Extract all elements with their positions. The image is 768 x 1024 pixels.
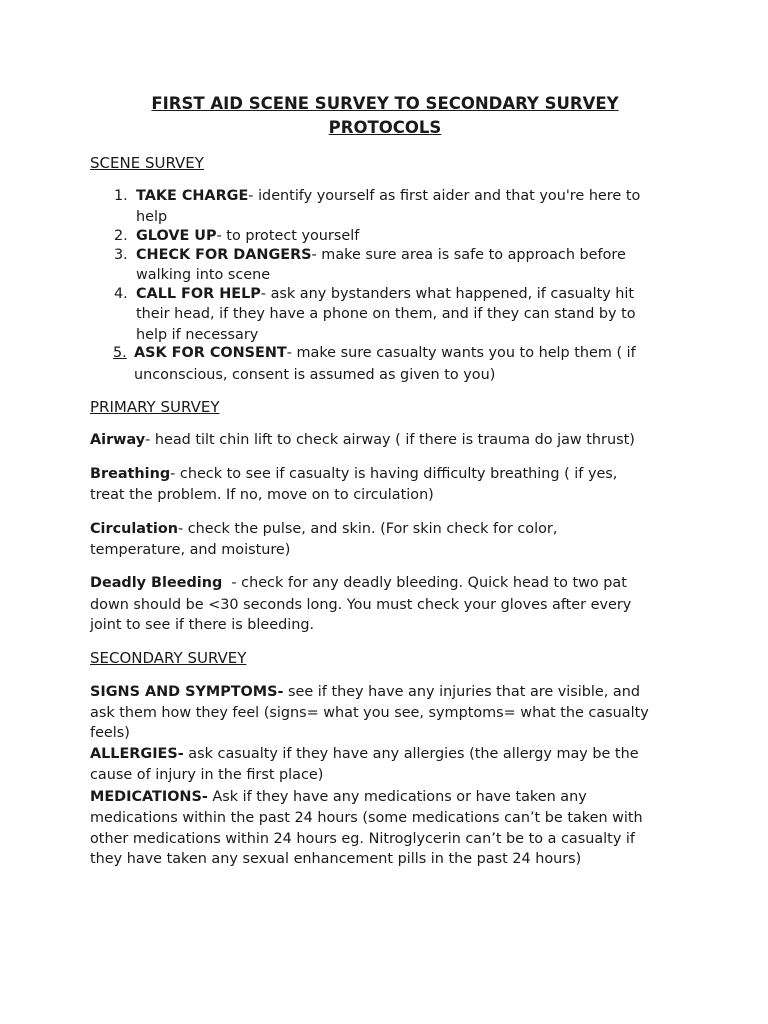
list-item-text: - make sure casualty wants you to help them ( if	[286, 345, 636, 361]
deadly-bleeding-text: - check for any deadly bleeding. Quick head to two pat	[222, 575, 627, 591]
list-item-number: 4.	[114, 286, 128, 302]
medications-continuation: they have taken any sexual enhancement pills in the past 24 hours)	[90, 851, 582, 867]
allergies-paragraph	[90, 744, 690, 765]
deadly-bleeding-continuation: joint to see if there is bleeding.	[90, 617, 315, 633]
circulation-paragraph	[90, 519, 690, 540]
list-item-number: 5.	[113, 345, 127, 361]
list-item-continuation: their head, if they have a phone on them, and if they can stand by to	[136, 306, 636, 322]
secondary-survey-heading: SECONDARY SURVEY	[90, 649, 247, 667]
airway-label: Airway	[90, 432, 146, 448]
document-title-line-2: PROTOCOLS	[328, 118, 442, 137]
signs-symptoms-continuation: feels)	[90, 725, 130, 741]
deadly-bleeding-label: Deadly Bleeding	[90, 575, 223, 591]
allergies-continuation: cause of injury in the first place)	[90, 767, 324, 783]
breathing-paragraph	[90, 464, 690, 485]
deadly-bleeding-continuation: down should be <30 seconds long. You must check your gloves after every	[90, 597, 632, 613]
list-item-number: 1.	[114, 188, 128, 204]
document-title-line-1: FIRST AID SCENE SURVEY TO SECONDARY SURVEY	[151, 94, 619, 113]
list-item-text: - ask any bystanders what happened, if casualty hit	[260, 286, 635, 302]
breathing-text: - check to see if casualty is having difficulty breathing ( if yes,	[170, 466, 618, 482]
list-item-label: CHECK FOR DANGERS	[136, 247, 312, 263]
list-item-label: GLOVE UP	[136, 228, 217, 244]
medications-label: MEDICATIONS-	[90, 789, 208, 805]
list-item	[134, 343, 694, 364]
medications-continuation: medications within the past 24 hours (some medications can’t be taken with	[90, 810, 643, 826]
list-item-continuation: walking into scene	[136, 267, 271, 283]
scene-survey-heading: SCENE SURVEY	[90, 154, 204, 172]
list-item-text: - to protect yourself	[216, 228, 360, 244]
allergies-label: ALLERGIES-	[90, 746, 184, 762]
list-item-continuation: help if necessary	[136, 327, 259, 343]
medications-continuation: other medications within 24 hours eg. Nitroglycerin can’t be to a casualty if	[90, 831, 635, 847]
list-item-number: 3.	[114, 247, 128, 263]
list-item-number: 2.	[114, 228, 128, 244]
list-item	[136, 226, 696, 247]
signs-symptoms-continuation: ask them how they feel (signs= what you see, symptoms= what the casualty	[90, 705, 649, 721]
deadly-bleeding-paragraph	[90, 573, 690, 594]
airway-paragraph	[90, 430, 690, 451]
list-item-label: ASK FOR CONSENT	[134, 345, 287, 361]
signs-symptoms-text: see if they have any injuries that are visible, and	[283, 684, 641, 700]
primary-survey-heading: PRIMARY SURVEY	[90, 398, 220, 416]
list-item	[136, 186, 696, 207]
medications-text: Ask if they have any medications or have taken any	[207, 789, 587, 805]
signs-symptoms-label: SIGNS AND SYMPTOMS-	[90, 684, 284, 700]
list-item-text: - make sure area is safe to approach before	[311, 247, 626, 263]
breathing-label: Breathing	[90, 466, 171, 482]
circulation-continuation: temperature, and moisture)	[90, 542, 291, 558]
breathing-continuation: treat the problem. If no, move on to circulation)	[90, 487, 434, 503]
list-item-label: CALL FOR HELP	[136, 286, 261, 302]
list-item-continuation: help	[136, 209, 168, 225]
medications-paragraph	[90, 787, 690, 808]
circulation-text: - check the pulse, and skin. (For skin check for color,	[177, 521, 558, 537]
signs-symptoms-paragraph	[90, 682, 690, 703]
list-item	[136, 284, 696, 305]
airway-text: - head tilt chin lift to check airway ( if there is trauma do jaw thrust)	[145, 432, 635, 448]
list-item-label: TAKE CHARGE	[136, 188, 249, 204]
list-item	[136, 245, 696, 266]
list-item-text: - identify yourself as first aider and that you're here to	[248, 188, 641, 204]
circulation-label: Circulation	[90, 521, 178, 537]
list-item-continuation: unconscious, consent is assumed as given to you)	[134, 367, 496, 383]
allergies-text: ask casualty if they have any allergies (the allergy may be the	[183, 746, 639, 762]
